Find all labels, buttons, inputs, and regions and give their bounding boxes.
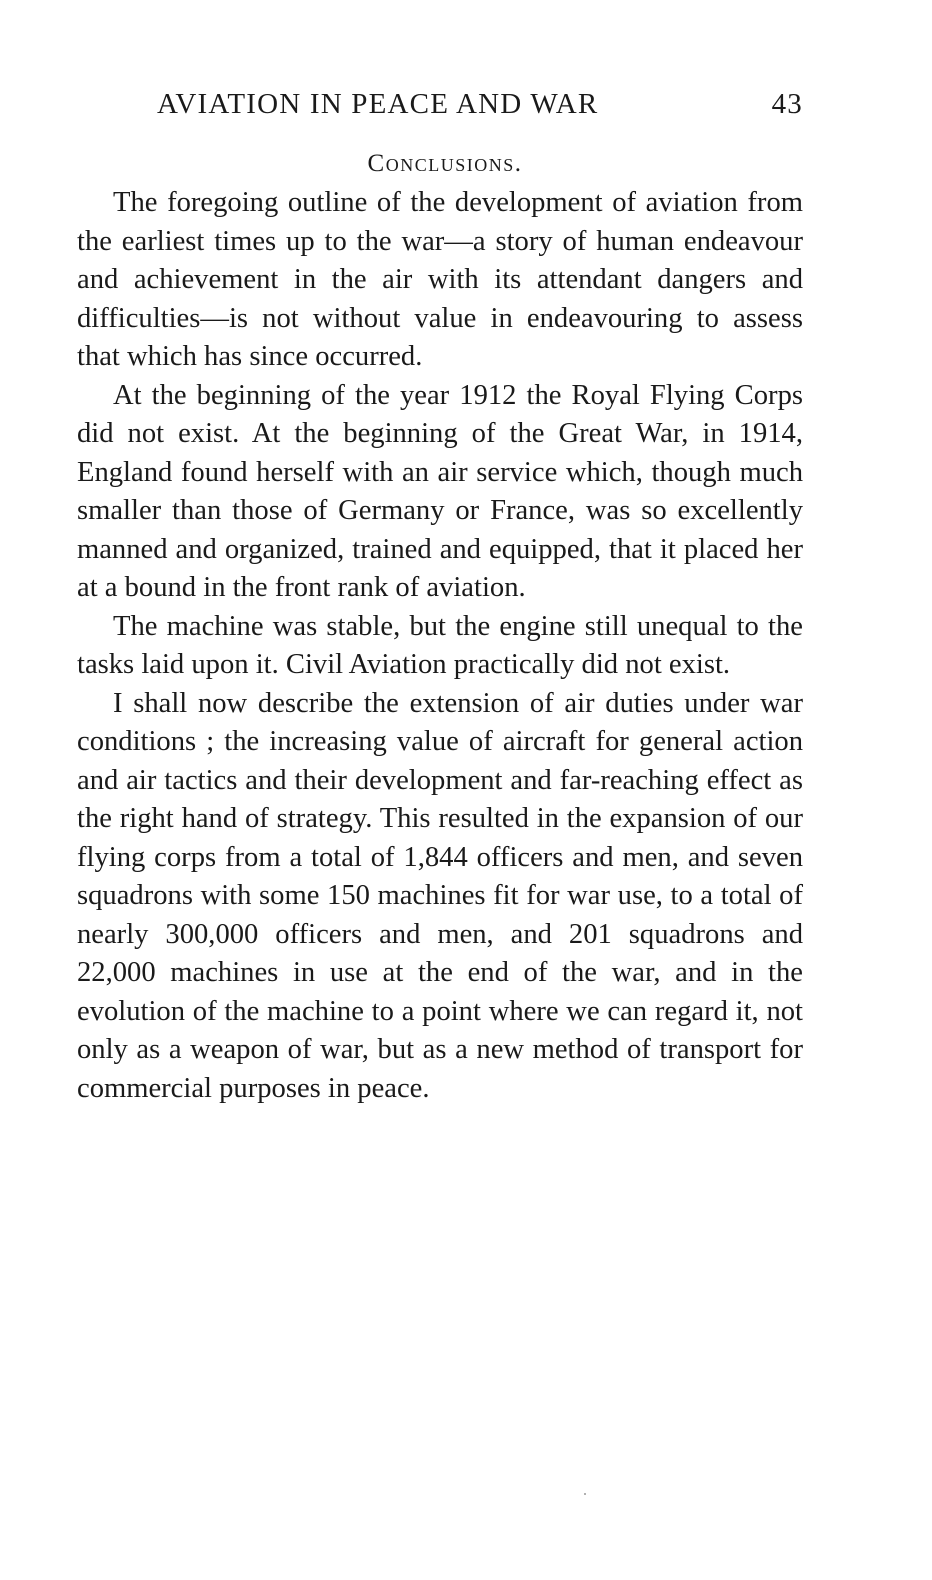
- book-page: [77, 84, 803, 1108]
- paragraph-3: The machine was stable, but the engine still unequal to the tasks laid upon it. Civil Aviation practically did not exist.: [77, 610, 803, 680]
- paragraph-1: The foregoing outline of the development of aviation from the earliest times up to the war—a story of human endeavour and achievement in the air with its attendant dangers and difficulties—is not without value in endeavouring to assess that which has since occurred.: [77, 187, 803, 372]
- scan-speck: [584, 1493, 586, 1495]
- page-number: 43: [771, 88, 803, 120]
- paragraph-2: At the beginning of the year 1912 the Royal Flying Corps did not exist. At the beginning of the Great War, in 1914, England found herself with an air service which, though much smaller than those of Germany or France, was so excellently manned and organized, trained and equipped, that it placed her at a bound in the front rank of aviation.: [77, 379, 803, 603]
- paragraph-4: I shall now describe the extension of air duties under war conditions ; the increasing value of aircraft for general action and air tactics and their development and far-reaching effect as the right hand of strategy. This resulted in the expansion of our flying corps from a total of 1,844 officers and men, and seven squadrons with some 150 machines fit for war use, to a total of nearly 300,000 officers and men, and 201 squadrons and 22,000 machines in use at the end of the war, and in the evolution of the machine to a point where we can regard it, not only as a weapon of war, but as a new method of transport for commercial purposes in peace.: [77, 687, 803, 1104]
- section-heading: Conclusions.: [367, 150, 523, 177]
- running-title: AVIATION IN PEACE AND WAR: [157, 88, 599, 120]
- running-head: [77, 84, 803, 132]
